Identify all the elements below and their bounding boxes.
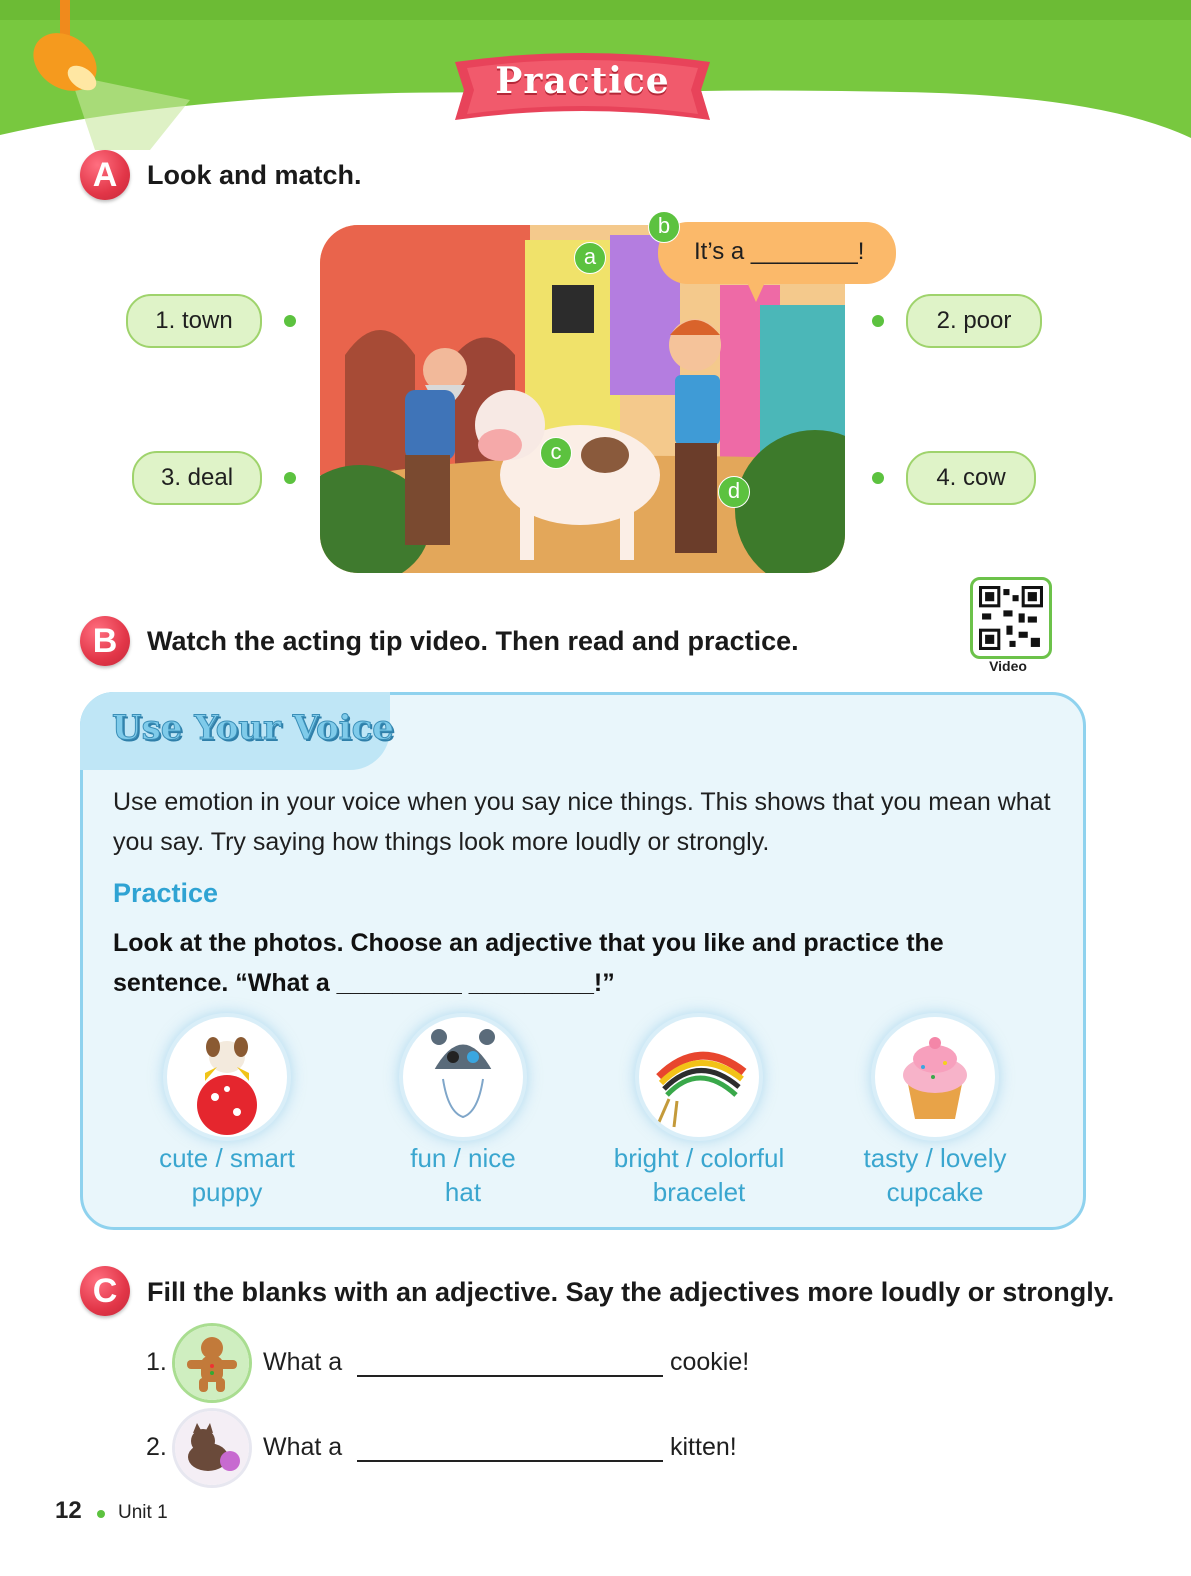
row-2-number: 2. <box>146 1433 167 1461</box>
puppy-photo <box>167 1017 287 1137</box>
practice-subheading: Practice <box>113 878 219 908</box>
match-dot-deal[interactable] <box>284 472 296 484</box>
bracelet-adjectives: bright / colorful <box>613 1143 785 1173</box>
match-dot-poor[interactable] <box>872 315 884 327</box>
kitten-photo <box>175 1411 249 1485</box>
section-b-title: Watch the acting tip video. Then read and practice. <box>147 626 799 656</box>
section-a-title: Look and match. <box>147 160 362 190</box>
footer-separator-dot <box>97 1510 105 1518</box>
section-a-marker: A <box>80 150 130 200</box>
section-b-marker: B <box>80 616 130 666</box>
word-town[interactable]: 1. town <box>126 294 262 348</box>
match-dot-town[interactable] <box>284 315 296 327</box>
use-your-voice-title: Use Your Voice <box>112 708 394 748</box>
label-c: c <box>540 437 572 469</box>
practice-instruction: Look at the photos. Choose an adjective that you like and practice the sentence. “What a _________ _________!” <box>113 929 944 997</box>
puppy-adjectives: cute / smart <box>159 1143 295 1173</box>
row-2-blank[interactable] <box>357 1460 663 1462</box>
unit-label: Unit 1 <box>118 1502 168 1523</box>
row-1-blank[interactable] <box>357 1375 663 1377</box>
hat-adjectives: fun / nice <box>410 1143 516 1173</box>
row-1-suffix: cookie! <box>670 1348 750 1376</box>
row-2-prefix: What a <box>263 1433 343 1461</box>
page-number: 12 <box>55 1497 82 1524</box>
hat-photo <box>403 1017 523 1137</box>
section-c-title: Fill the blanks with an adjective. Say the adjectives more loudly or strongly. <box>147 1277 1115 1307</box>
label-b: b <box>648 211 680 243</box>
cupcake-adjectives: tasty / lovely <box>863 1143 1007 1173</box>
puppy-noun: puppy <box>191 1177 263 1207</box>
use-your-voice-body: Use emotion in your voice when you say nice things. This shows that you mean what you say. Try saying how things look more loudly or strongly. <box>113 788 1051 856</box>
word-cow[interactable]: 4. cow <box>906 451 1036 505</box>
bracelet-noun: bracelet <box>652 1177 746 1207</box>
cupcake-noun: cupcake <box>886 1177 984 1207</box>
cupcake-photo <box>875 1017 995 1137</box>
speech-bubble-text: It’s a ________! <box>694 238 865 265</box>
hat-noun: hat <box>444 1177 482 1207</box>
row-2-suffix: kitten! <box>670 1433 737 1461</box>
cookie-photo <box>175 1326 249 1400</box>
label-a: a <box>574 242 606 274</box>
label-d: d <box>718 476 750 508</box>
row-1-number: 1. <box>146 1348 167 1376</box>
section-c-marker: C <box>80 1266 130 1316</box>
word-poor[interactable]: 2. poor <box>906 294 1042 348</box>
video-qr-code[interactable] <box>970 577 1052 659</box>
page-title: Practice <box>495 60 670 102</box>
row-1-prefix: What a <box>263 1348 343 1376</box>
match-dot-cow[interactable] <box>872 472 884 484</box>
word-deal[interactable]: 3. deal <box>132 451 262 505</box>
video-label: Video <box>989 658 1027 674</box>
bracelet-photo <box>639 1017 759 1137</box>
